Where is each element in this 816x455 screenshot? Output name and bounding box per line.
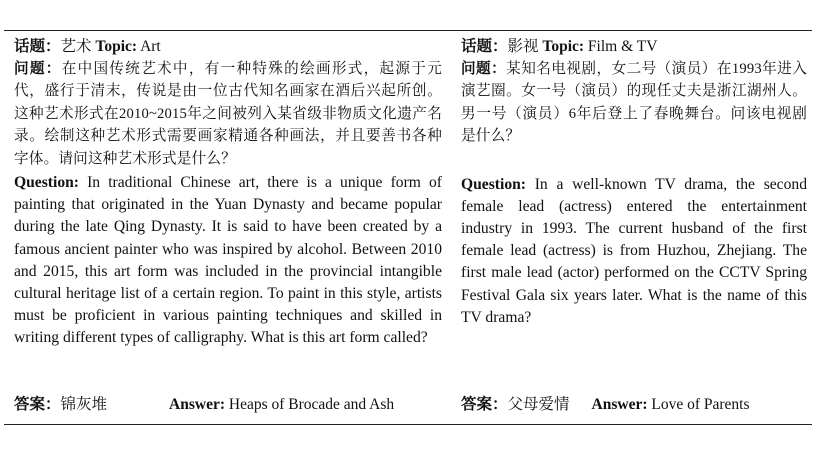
right-answer-line xyxy=(461,395,750,415)
right-answer-en-label: Answer: xyxy=(591,396,648,413)
left-question-zh-text: 在中国传统艺术中，有一种特殊的绘画形式，起源于元代，盛行于清末，传说是由一位古代知名画家在酒后兴起所创。这种艺术形式在2010~2015年之间被列入某省级非物质文化遗产名录。绘制这种艺术形式需要画家精通各种画法，并且要善书各种字体。请问这种艺术形式是什么？ xyxy=(14,61,442,167)
right-question-en-label: Question: xyxy=(461,175,526,193)
right-topic-en: Film & TV xyxy=(587,38,658,55)
right-topic-en-label: Topic: xyxy=(542,38,585,55)
right-example xyxy=(461,36,807,329)
left-answer-en-label: Answer: xyxy=(169,396,225,413)
left-question-en-text: In traditional Chinese art, there is a unique form of painting that originated in the Yuan Dynasty and became popular during the late Qing Dynasty. It is said to have been created by a famous ancient painter who was inspired by alcohol. Between 2010 and 2015, this art form was included in the provincial intangible cultural heritage list of a certain region. To paint in this style, artists must be proficient in various painting techniques and skilled in writing different types of calligraphy. What is this art form called? xyxy=(14,174,442,347)
top-rule xyxy=(4,30,812,31)
left-question-en-label: Question: xyxy=(14,174,79,192)
right-question-en-text: In a well-known TV drama, the second female lead (actress) entered the entertainment industry in 1993. The current husband of the first female lead (actress) is from Huzhou, Zhejiang. The first male lead (actor) performed on the CCTV Spring Festival Gala six years later. What is the name of this TV drama? xyxy=(461,175,807,326)
left-example xyxy=(14,36,442,350)
left-answer-zh: 锦灰堆 xyxy=(60,396,108,413)
right-answer-zh: 父母爱情 xyxy=(507,396,570,413)
left-question-zh xyxy=(14,58,442,170)
left-topic-en: Art xyxy=(140,38,161,55)
right-question-zh xyxy=(461,58,807,148)
left-topic-zh-label: 话题： xyxy=(14,38,61,55)
right-topic-zh-label: 话题： xyxy=(461,38,508,55)
left-question-zh-label: 问题： xyxy=(14,61,62,77)
right-question-en xyxy=(461,174,807,329)
right-question-zh-label: 问题： xyxy=(461,61,507,77)
left-answer-zh-label: 答案： xyxy=(14,396,61,413)
left-topic-en-label: Topic: xyxy=(95,38,138,55)
right-answer-en: Love of Parents xyxy=(651,396,750,413)
right-answer-zh-label: 答案： xyxy=(461,396,508,413)
left-question-en xyxy=(14,172,442,350)
right-question-zh-text: 某知名电视剧，女二号（演员）在1993年进入演艺圈。女一号（演员）的现任丈夫是浙江湖州人。男一号（演员）6年后登上了春晚舞台。问该电视剧是什么？ xyxy=(461,61,807,145)
left-answer-line xyxy=(14,395,394,415)
right-topic-line xyxy=(461,36,807,58)
left-topic-line xyxy=(14,36,442,58)
left-answer-en: Heaps of Brocade and Ash xyxy=(228,396,395,413)
left-topic-zh: 艺术 xyxy=(60,38,92,55)
right-topic-zh: 影视 xyxy=(507,38,539,55)
bottom-rule xyxy=(4,424,812,425)
